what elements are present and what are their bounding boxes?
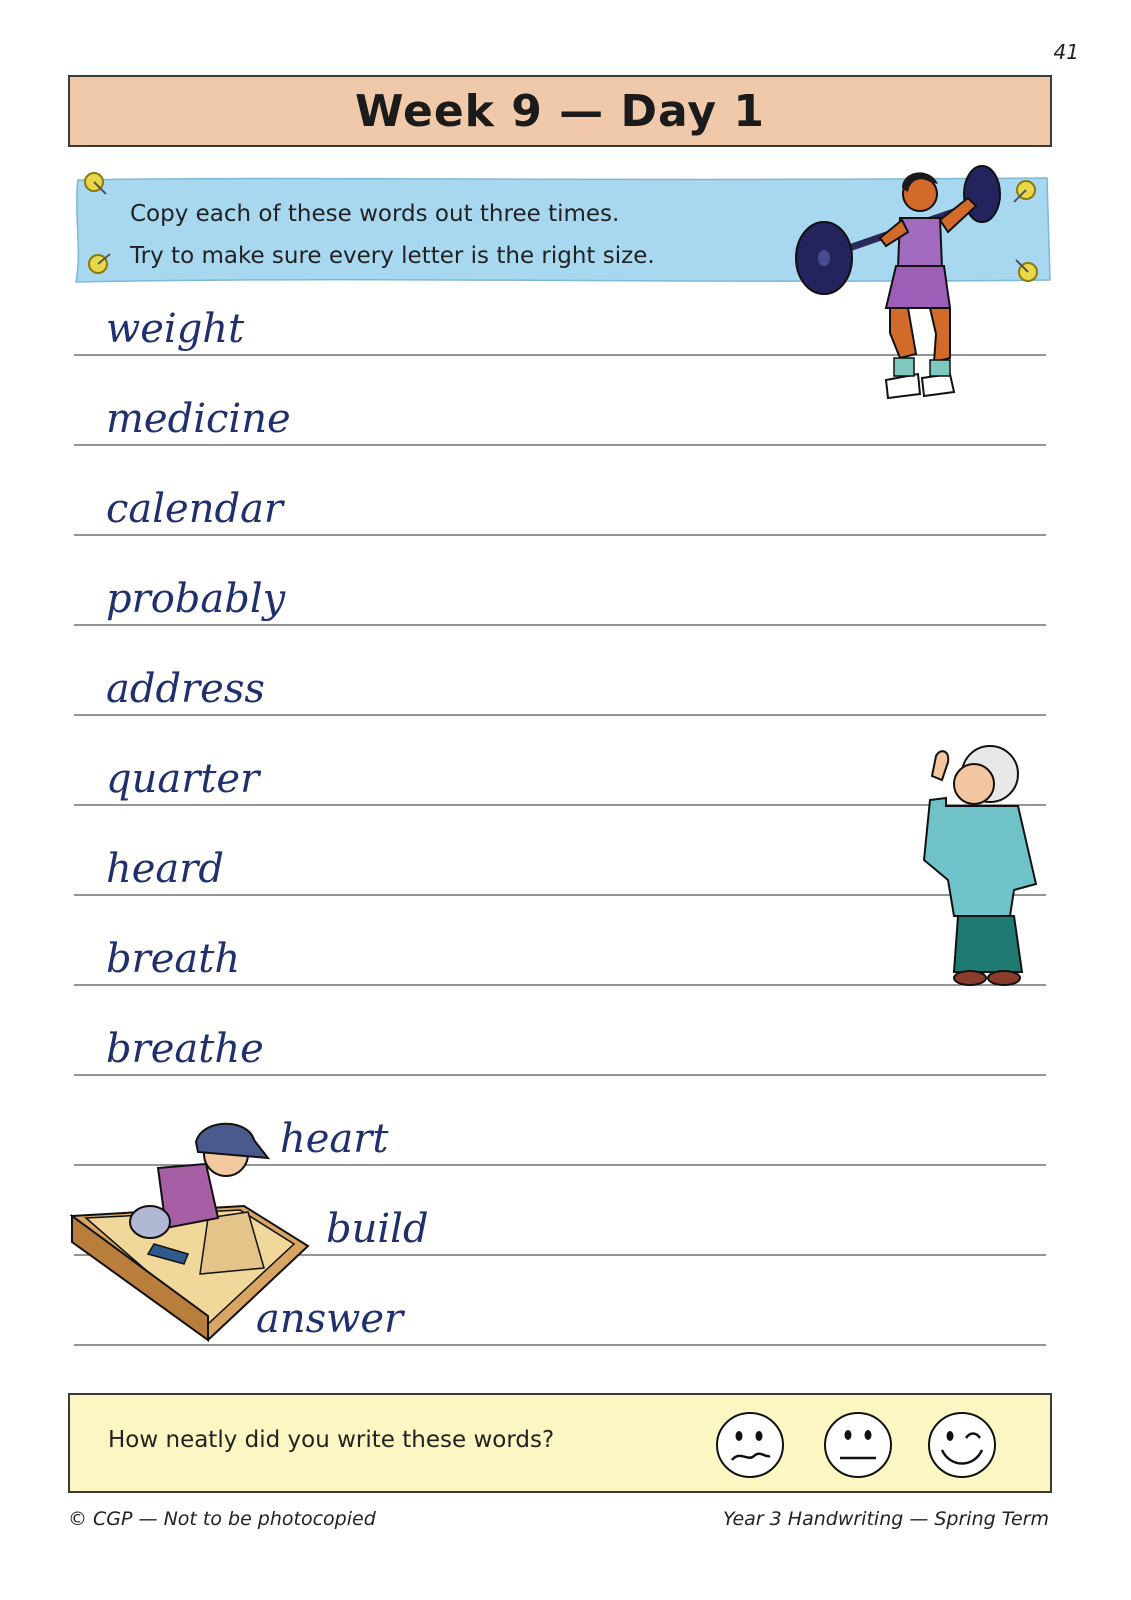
page-title: Week 9 — Day 1: [355, 85, 765, 137]
word-probably: probably: [106, 576, 286, 622]
instruction-line-1: Copy each of these words out three times.: [130, 201, 620, 227]
word-quarter: quarter: [106, 756, 260, 802]
footer-copyright: © CGP — Not to be photocopied: [68, 1508, 376, 1530]
word-weight: weight: [106, 306, 245, 352]
word-breath: breath: [106, 936, 241, 982]
word-heard: heard: [106, 846, 225, 892]
weightlifter-illustration: [790, 158, 1020, 410]
word-address: address: [106, 666, 265, 712]
happy-face-icon[interactable]: [926, 1410, 998, 1480]
neutral-face-icon[interactable]: [822, 1410, 894, 1480]
page-number: 41: [1053, 40, 1079, 64]
word-calendar: calendar: [106, 486, 284, 532]
word-medicine: medicine: [106, 396, 291, 442]
word-answer: answer: [256, 1296, 404, 1342]
word-build: build: [326, 1206, 429, 1252]
word-breathe: breathe: [106, 1026, 264, 1072]
sandpit-boy-illustration: [68, 1118, 313, 1348]
old-person-illustration: [918, 740, 1038, 988]
feedback-question: How neatly did you write these words?: [108, 1427, 555, 1453]
sad-face-icon[interactable]: [714, 1410, 786, 1480]
footer-course: Year 3 Handwriting — Spring Term: [722, 1508, 1049, 1530]
feedback-box: [68, 1393, 1052, 1493]
word-heart: heart: [280, 1116, 389, 1162]
instruction-line-2: Try to make sure every letter is the right size.: [130, 243, 655, 269]
